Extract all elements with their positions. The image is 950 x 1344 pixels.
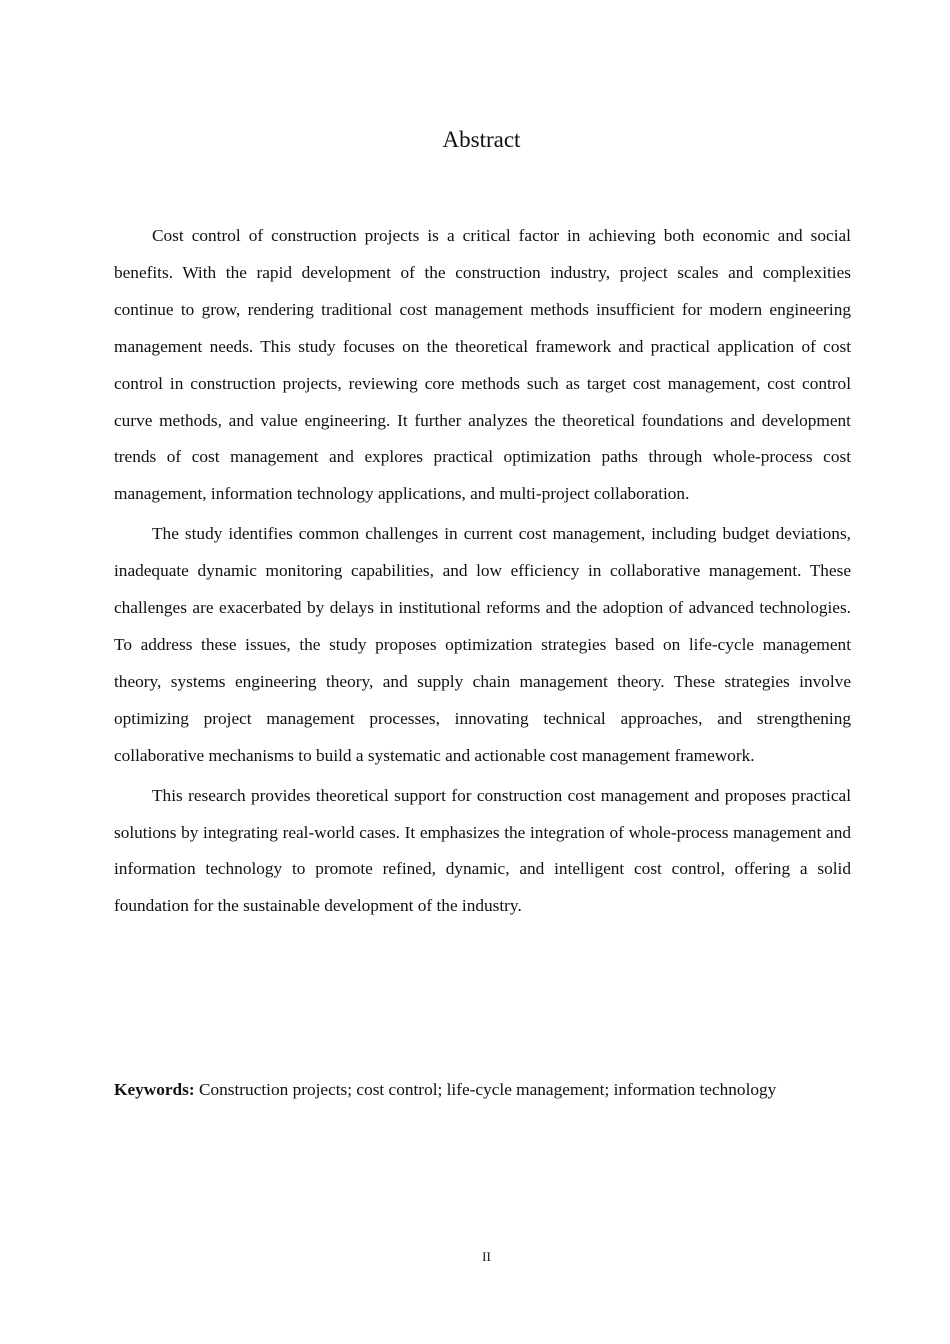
abstract-body	[114, 218, 851, 928]
keywords-line	[114, 1072, 874, 1108]
abstract-paragraph-3: This research provides theoretical support for construction cost management and proposes practical solutions by integrating real-world cases. It emphasizes the integration of whole-process management and information technology to promote refined, dynamic, and intelligent cost control, offering a solid foundation for the sustainable development of the industry.	[114, 785, 851, 916]
keywords-list: Construction projects; cost control; life-cycle management; information technology	[198, 1080, 777, 1099]
keywords-label: Keywords:	[114, 1080, 195, 1099]
page-title: Abstract	[442, 127, 521, 152]
abstract-paragraph-1: Cost control of construction projects is a critical factor in achieving both economic and social benefits. With the rapid development of the construction industry, project scales and complexities continue to grow, rendering traditional cost management methods insufficient for modern engineering management needs. This study focuses on the theoretical framework and practical application of cost control in construction projects, reviewing core methods such as target cost management, cost control curve methods, and value engineering. It further analyzes the theoretical foundations and development trends of cost management and explores practical optimization paths through whole-process cost management, information technology applications, and multi-project collaboration.	[114, 226, 851, 504]
abstract-paragraph-2: The study identifies common challenges in current cost management, including budget deviations, inadequate dynamic monitoring capabilities, and low efficiency in collaborative management. These challenges are exacerbated by delays in institutional reforms and the adoption of advanced technologies. To address these issues, the study proposes optimization strategies based on life-cycle management theory, systems engineering theory, and supply chain management theory. These strategies involve optimizing project management processes, innovating technical approaches, and strengthening collaborative mechanisms to build a systematic and actionable cost management framework.	[114, 524, 851, 765]
page-number: II	[482, 1249, 491, 1264]
